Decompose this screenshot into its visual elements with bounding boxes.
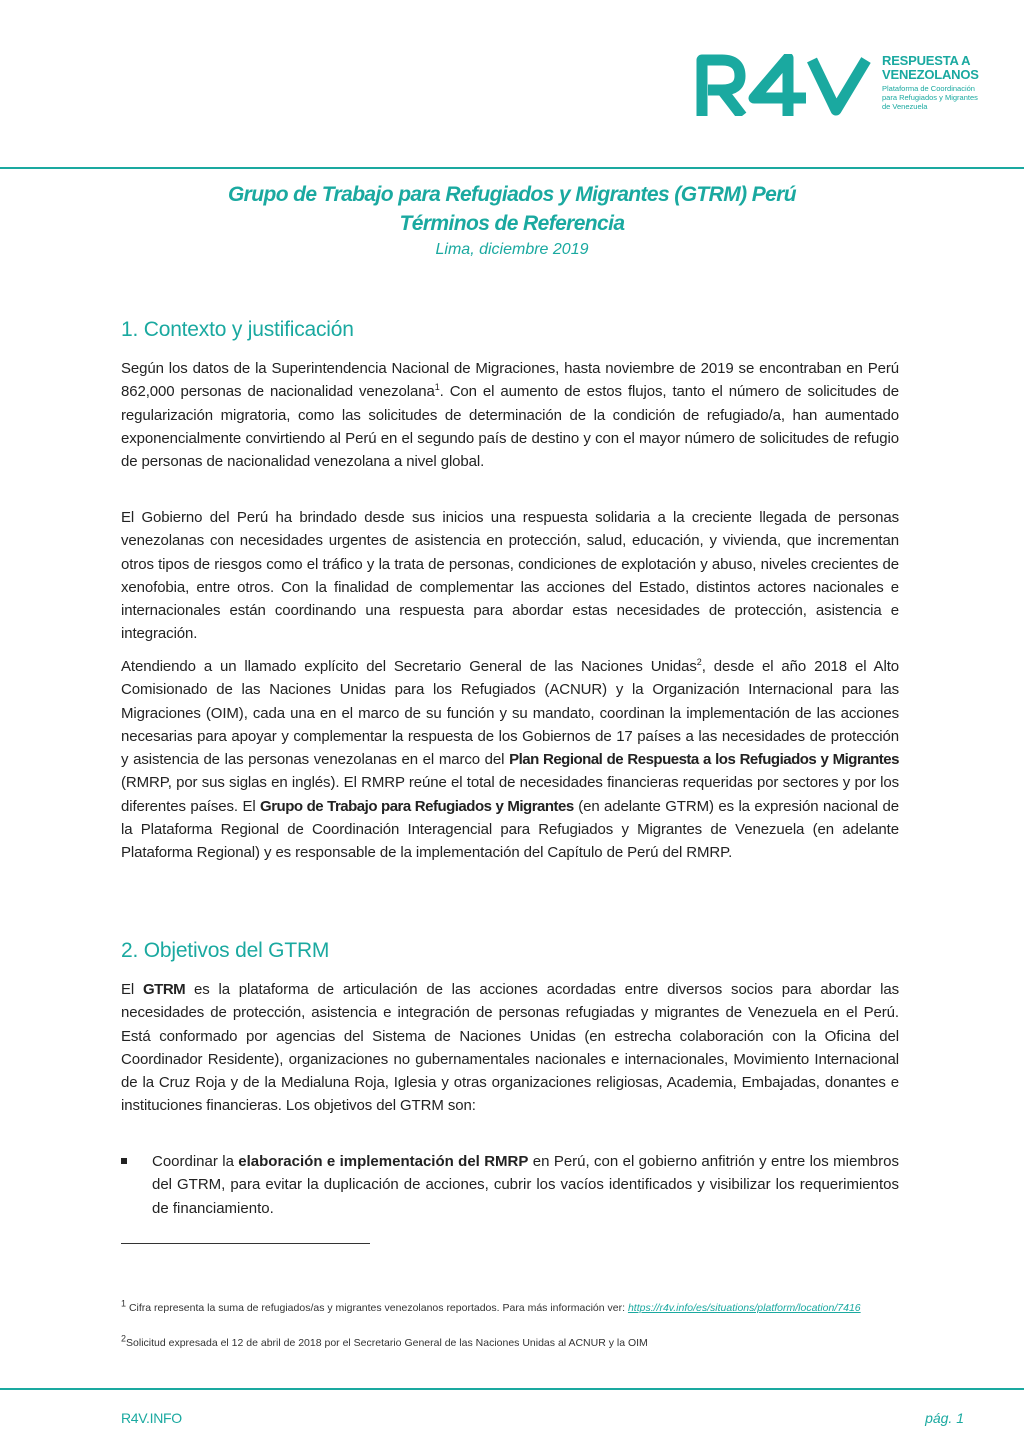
bold-term-rmrp: Plan Regional de Respuesta a los Refugiados y Migrantes [509, 751, 899, 769]
paragraph-text: Según los datos de la Superintendencia Nacional de Migraciones, hasta noviembre de 2019 se encontraban en Perú 862,000 personas de nacionalidad venezolana [121, 360, 899, 401]
paragraph-contexto-1 [121, 357, 899, 473]
footnote-text: Cifra representa la suma de refugiados/as y migrantes venezolanos reportados. Para más información ver: [128, 1302, 628, 1314]
document-subtitle: Términos de Referencia [399, 212, 625, 235]
page-number: pág. 1 [925, 1410, 964, 1426]
footnote-ref-2[interactable]: 2 [696, 657, 702, 667]
list-item-text [152, 1150, 899, 1220]
bold-term-elaboracion: elaboración e implementación del RMRP [238, 1153, 529, 1170]
paragraph-contexto-3 [121, 655, 899, 865]
title-block [0, 180, 1024, 259]
section-heading-objetivos: 2. Objetivos del GTRM [121, 939, 330, 962]
paragraph-text: , desde el año 2018 el Alto Comisionado de las Naciones Unidas para los Refugiados (ACNUR) y la Organización Internacional para las Migraciones (OIM), cada una en el marco de su función y su mandato, coordinan la implementación de las acciones necesarias para apoyar y complementar la respuesta de los Gobiernos de 17 países a las necesidades de protección y asistencia de las personas venezolanas en el marco del [121, 658, 900, 769]
section-heading-contexto: 1. Contexto y justificación [121, 318, 354, 341]
footnote-1 [121, 1298, 901, 1315]
footnote-mark: 2 [121, 1333, 127, 1344]
list-item [121, 1150, 899, 1220]
paragraph-text: El [121, 981, 143, 998]
footnote-2 [121, 1333, 901, 1350]
paragraph-text: es la plataforma de articulación de las acciones acordadas entre diversos socios para abordar las necesidades de protección, asistencia e integración de personas refugiadas y migrantes de Venezuela en el Perú. Está conformado por agencias del Sistema de Naciones Unidas (en estrecha colaboración con la Oficina del Coordinador Residente), organizaciones no gubernamentales nacionales e internacionales, Movimiento Internacional de la Cruz Roja y de la Medialuna Roja, Iglesia y otras organizaciones religiosas, Academia, Embajadas, donantes e instituciones financieras. Los objetivos del GTRM son: [121, 981, 899, 1115]
paragraph-contexto-2: El Gobierno del Perú ha brindado desde sus inicios una respuesta solidaria a la creciente llegada de personas venezolanas con necesidades urgentes de asistencia en protección, salud, educación, y vivienda, que incrementan otros tipos de riesgos como el tráfico y la trata de personas, condiciones de explotación y abuso, niveles crecientes de xenofobia, entre otros. Con la finalidad de complementar las acciones del Estado, distintos actores nacionales e internacionales están coordinando una respuesta para abordar estas necesidades de protección, asistencia e integración. [121, 509, 899, 643]
paragraph-text: . Con el aumento de estos flujos, tanto el número de solicitudes de regularización migratoria, como las solicitudes de determinación de la condición de refugiado/a, han aumentado exponencialmente convirtiendo al Perú en el segundo país de destino y con el mayor número de solicitudes de refugio de personas de nacionalidad venezolana a nivel global. [121, 383, 899, 471]
logo-line1: RESPUESTA A [882, 53, 971, 68]
list-item-text-part: en Perú, con el gobierno anfitrión y entre los miembros del GTRM, para evitar la duplicación de acciones, cubrir los vacíos identificados y visibilizar los requerimientos de financiamiento. [152, 1153, 899, 1217]
footnote-link[interactable]: https://r4v.info/es/situations/platform/location/7416 [627, 1302, 861, 1314]
footer-website[interactable]: R4V.INFO [121, 1410, 182, 1426]
logo-subtitle: Plataforma de Coordinación para Refugiados y Migrantes de Venezuela [882, 84, 978, 111]
bullet-icon [121, 1158, 127, 1164]
paragraph-text: (RMRP, por sus siglas en inglés). El RMRP reúne el total de necesidades financieras requeridas por sectores y por los diferentes países. El [121, 774, 899, 815]
footnote-text: Solicitud expresada el 12 de abril de 2018 por el Secretario General de las Naciones Unidas al ACNUR y la OIM [126, 1337, 648, 1349]
footnote-divider [121, 1243, 370, 1244]
bold-term-gtrm: Grupo de Trabajo para Refugiados y Migrantes [260, 797, 574, 815]
paragraph-objetivos-1 [121, 978, 899, 1118]
logo-text [882, 54, 992, 111]
document-title: Grupo de Trabajo para Refugiados y Migrantes (GTRM) Perú [227, 183, 797, 206]
footnote-mark: 1 [121, 1298, 127, 1309]
r4v-logo-mark-icon [694, 54, 872, 116]
header-divider [0, 167, 1024, 169]
r4v-logo [694, 54, 984, 124]
list-item-text-part: Coordinar la [152, 1153, 239, 1170]
footnote-ref-1[interactable]: 1 [434, 382, 440, 393]
logo-line2: VENEZOLANOS [882, 67, 979, 82]
document-date: Lima, diciembre 2019 [435, 241, 589, 258]
bold-term-gtrm-short: GTRM [142, 981, 186, 998]
paragraph-text: Atendiendo a un llamado explícito del Secretario General de las Naciones Unidas [121, 658, 697, 675]
footer-divider [0, 1388, 1024, 1390]
paragraph-text: (en adelante GTRM) es la expresión nacional de la Plataforma Regional de Coordinación Interagencial para Refugiados y Migrantes de Venezuela (en adelante Plataforma Regional) y es responsable de la implementación del Capítulo de Perú del RMRP. [121, 797, 899, 862]
